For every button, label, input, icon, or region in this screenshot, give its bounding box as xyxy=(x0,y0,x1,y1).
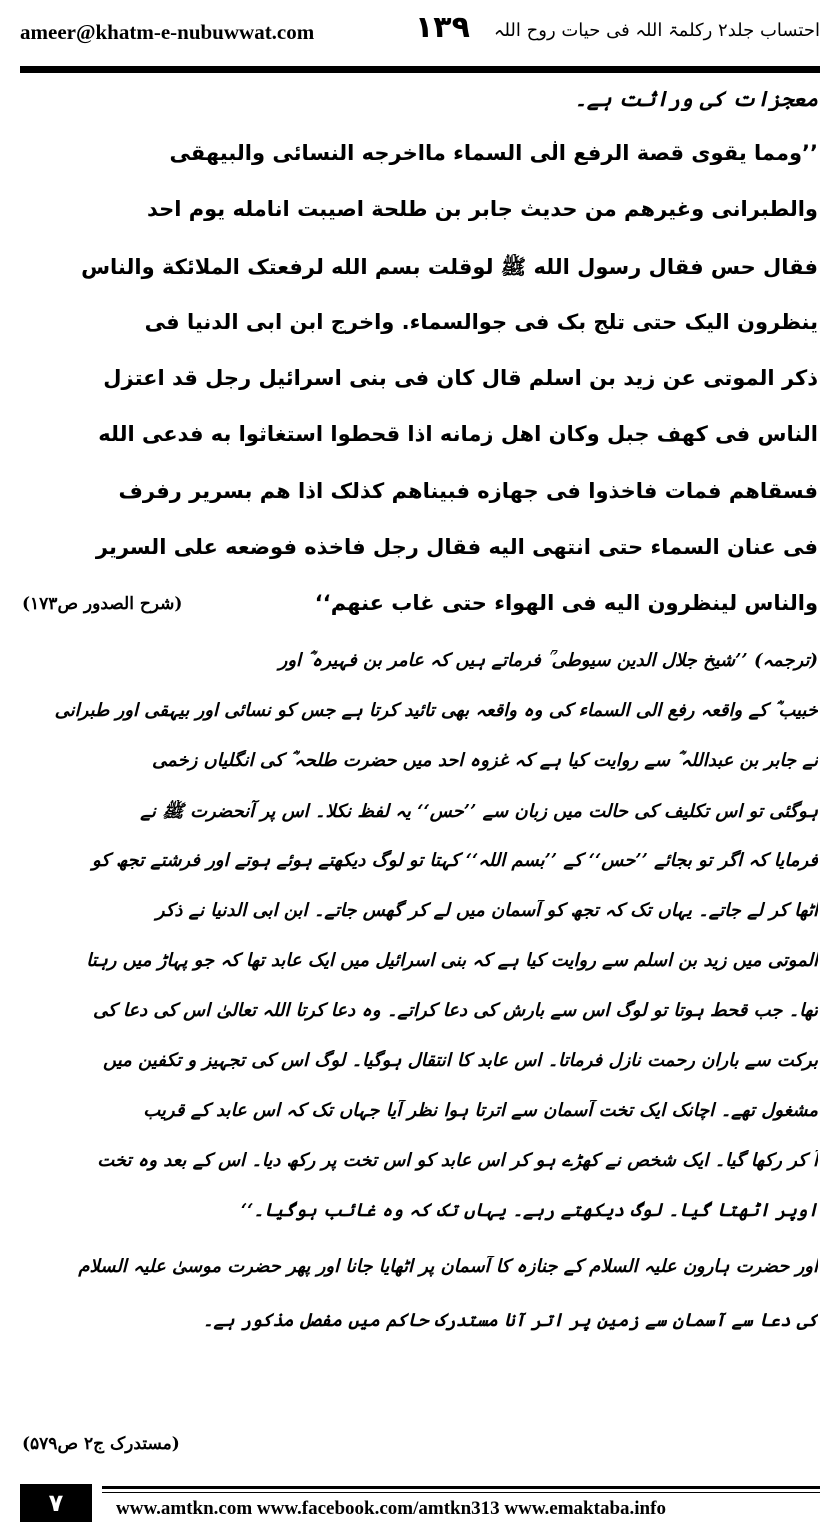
footer-page-marker: ۷ xyxy=(20,1484,92,1522)
arabic-quote-line: والطبرانی وغیرهم من حدیث جابر بن طلحة اصیبت انامله یوم احد xyxy=(146,197,818,221)
translation-line: مشغول تھے۔ اچانک ایک تخت آسمان سے اترتا ہوا نظر آیا جہاں تک کہ اس عابد کے قریب xyxy=(143,1100,818,1121)
footer-rule-thin xyxy=(102,1492,820,1493)
translation-line: اور حضرت ہارون علیہ السلام کے جنازہ کا آسمان پر اٹھایا جانا اور پھر حضرت موسیٰ علیہ السلام xyxy=(78,1256,818,1277)
arabic-quote-line: الناس فی کهف جبل وکان اهل زمانه اذا قحطوا استغاثوا به فدعی الله xyxy=(98,422,818,446)
translation-line: نے جابر بن عبداللہ ؓ سے روایت کیا ہے کہ غزوہ احد میں حضرت طلحہ ؓ کی انگلیاں زخمی xyxy=(152,750,818,771)
page-header xyxy=(20,10,820,54)
inline-reference: (شرح الصدور ص۱۷۳) xyxy=(22,594,183,614)
arabic-quote-line: ’’ومما یقوی قصة الرفع الٰی السماء مااخرجه النسائی والبیهقی xyxy=(169,141,818,165)
translation-line: اٹھا کر لے جاتے۔ یہاں تک کہ تجھ کو آسمان میں لے کر گھس جاتے۔ ابن ابی الدنیا نے ذکر xyxy=(155,900,818,921)
translation-line: فرمایا کہ اگر تو بجائے ’’حس‘‘ کے ’’بسم اللہ‘‘ کہتا تو لوگ دیکھتے ہوئے ہوتے اور فرشتے تجھ کو xyxy=(91,850,818,871)
header-rule xyxy=(20,66,820,73)
translation-line: الموتی میں زید بن اسلم سے روایت کیا ہے کہ بنی اسرائیل میں ایک عابد تھا کہ جو پہاڑ میں رہتا xyxy=(86,950,818,971)
page-footer xyxy=(20,1484,820,1522)
translation-line: آ کر رکھا گیا۔ ایک شخص نے کھڑے ہو کر اس عابد کو اس تخت پر رکھ دیا۔ اس کے بعد وہ تخت xyxy=(97,1150,818,1171)
arabic-quote-line: فسقاهم فمات فاخذوا فی جهازه فبیناهم کذلک اذا هم بسریر رفرف xyxy=(118,479,818,503)
arabic-quote-line: فقال حس فقال رسول الله ﷺ لوقلت بسم الله لرفعتک الملائکة والناس xyxy=(81,255,818,279)
arabic-quote-line: ینظرون الیک حتی تلج بک فی جوالسماء. واخرج ابن ابی الدنیا فی xyxy=(144,310,818,334)
arabic-quote-line: فی عنان السماء حتی انتهی الیه فقال رجل فاخذه فوضعه علی السریر xyxy=(95,535,818,559)
translation-line: خبیب ؓ کے واقعہ رفع الی السماء کی وہ واقعہ بھی تائید کرتا ہے جس کو نسائی اور بیہقی اور طبرانی xyxy=(54,700,818,721)
header-book-title: احتساب جلد۲ رکلمۃ اللہ فی حیات روح اللہ xyxy=(493,20,820,41)
translation-line: برکت سے باران رحمت نازل فرماتا۔ اس عابد کا انتقال ہوگیا۔ لوگ اس کی تجہیز و تکفین میں xyxy=(103,1050,818,1071)
footer-reference: (مستدرک ج۲ ص۵۷۹) xyxy=(22,1434,180,1454)
arabic-quote-line: والناس لینظرون الیه فی الهواء حتی غاب عنهم‘‘ xyxy=(314,591,818,615)
translation-line: اوپر اٹھتا گیا۔ لوگ دیکھتے رہے۔ یہاں تک کہ وہ غائب ہوگیا۔‘‘ xyxy=(240,1200,818,1221)
footer-urls: www.amtkn.com www.facebook.com/amtkn313 www.emaktaba.info xyxy=(116,1498,666,1519)
translation-line: (ترجمہ) ’’شیخ جلال الدین سیوطی ؒ فرماتے ہیں کہ عامر بن فہیرہ ؓ اور xyxy=(278,650,818,671)
footer-rule xyxy=(102,1486,820,1489)
header-email: ameer@khatm-e-nubuwwat.com xyxy=(20,20,315,44)
translation-line: ہوگئی تو اس تکلیف کی حالت میں زبان سے ’’حس‘‘ یہ لفظ نکلا۔ اس پر آنحضرت ﷺ نے xyxy=(140,801,818,822)
translation-line: کی دعا سے آسمان سے زمین پر اتر آنا مستدرک حاکم میں مفصل مذکور ہے۔ xyxy=(202,1310,818,1331)
header-page-number: ۱۳۹ xyxy=(415,10,470,45)
page-body xyxy=(22,78,818,1428)
translation-line: تھا۔ جب قحط ہوتا تو لوگ اس سے بارش کی دعا کراتے۔ وہ دعا کرتا اللہ تعالیٰ اس کی دعا کی xyxy=(93,1000,818,1021)
body-line: معجزات کی وراثت ہے۔ xyxy=(574,86,818,111)
arabic-quote-line: ذکر الموتی عن زید بن اسلم قال کان فی بنی اسرائیل رجل قد اعتزل xyxy=(103,366,818,390)
